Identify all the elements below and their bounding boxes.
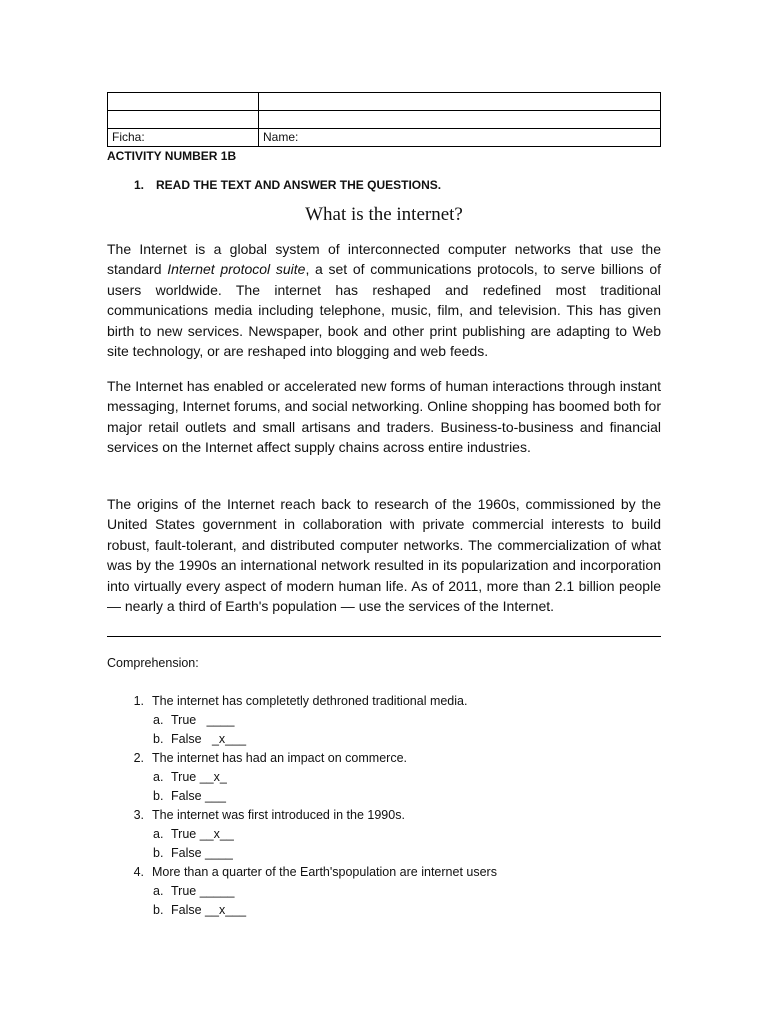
option-text: False ____ [171, 846, 233, 860]
header-cell [259, 93, 661, 111]
answer-option-false [107, 901, 661, 920]
option-letter: a. [153, 770, 164, 784]
comprehension-heading: Comprehension: [107, 656, 199, 670]
activity-title: ACTIVITY NUMBER 1B [107, 149, 237, 163]
option-text: True ____ [171, 713, 235, 727]
option-text: False ___ [171, 789, 226, 803]
answer-option-true [107, 882, 661, 901]
header-cell [108, 111, 259, 129]
header-table [107, 92, 661, 147]
option-letter: a. [153, 827, 164, 841]
question-number: 2. [133, 751, 144, 765]
paragraph-text: , a set of communications protocols, to serve billions of users worldwide. The internet has reshaped and redefined most traditional communications media including telephone, music, film, and television. This has given birth to new services. Newspaper, book and other print publishing are adapting to Web site technology, or are reshaped into blogging and web feeds. [107, 261, 661, 360]
question-item [107, 806, 661, 863]
option-text: True __x__ [171, 827, 234, 841]
paragraph-text: The Internet is a global system of interconnected computer networks that use the standard [107, 241, 661, 278]
article-paragraph-3: The origins of the Internet reach back to research of the 1960s, commissioned by the United States government in collaboration with private commercial interests to build robust, fault-tolerant, and distributed computer networks. The commercialization of what was by the 1990s an international network resulted in its popularization and incorporation into virtually every aspect of modern human life. As of 2011, more than 2.1 billion people — nearly a third of Earth's population — use the services of the Internet. [107, 496, 661, 615]
question-item [107, 749, 661, 806]
option-letter: b. [153, 903, 164, 917]
article-title: What is the internet? [305, 204, 463, 225]
answer-option-true [107, 711, 661, 730]
question-number: 3. [133, 808, 144, 822]
question-text: The internet has completetly dethroned traditional media. [152, 694, 468, 708]
option-letter: b. [153, 846, 164, 860]
article-paragraph-1 [107, 239, 661, 361]
header-row [108, 93, 661, 111]
question-stem [107, 806, 661, 825]
header-cell [108, 93, 259, 111]
question-list [107, 692, 661, 920]
question-number: 1. [133, 694, 144, 708]
question-text: More than a quarter of the Earth'spopulation are internet users [152, 865, 497, 879]
name-label: Name: [259, 129, 661, 147]
option-letter: b. [153, 732, 164, 746]
option-letter: b. [153, 789, 164, 803]
header-cell [259, 111, 661, 129]
instruction [134, 178, 441, 192]
header-row [108, 129, 661, 147]
question-item [107, 863, 661, 920]
header-row [108, 111, 661, 129]
instruction-text: READ THE TEXT AND ANSWER THE QUESTIONS. [156, 178, 442, 192]
question-item [107, 692, 661, 749]
paragraph-italic-term: Internet protocol suite [167, 261, 306, 278]
question-stem [107, 749, 661, 768]
answer-option-false [107, 844, 661, 863]
article-paragraph-2: The Internet has enabled or accelerated new forms of human interactions through instant messaging, Internet forums, and social networking. Online shopping has boomed both for major retail outlets and small artisans and traders. Business-to-business and financial services on the Internet affect supply chains across entire industries. [107, 378, 661, 456]
question-stem [107, 692, 661, 711]
question-stem [107, 863, 661, 882]
option-text: True __x_ [171, 770, 227, 784]
divider-line [107, 636, 661, 637]
ficha-label: Ficha: [108, 129, 259, 147]
answer-option-false [107, 787, 661, 806]
instruction-number: 1. [134, 178, 145, 192]
option-text: True _____ [171, 884, 235, 898]
option-text: False _x___ [171, 732, 247, 746]
option-text: False __x___ [171, 903, 247, 917]
question-text: The internet has had an impact on commerce. [152, 751, 407, 765]
answer-option-false [107, 730, 661, 749]
answer-option-true [107, 768, 661, 787]
answer-option-true [107, 825, 661, 844]
question-number: 4. [133, 865, 144, 879]
question-text: The internet was first introduced in the 1990s. [152, 808, 405, 822]
option-letter: a. [153, 713, 164, 727]
option-letter: a. [153, 884, 164, 898]
